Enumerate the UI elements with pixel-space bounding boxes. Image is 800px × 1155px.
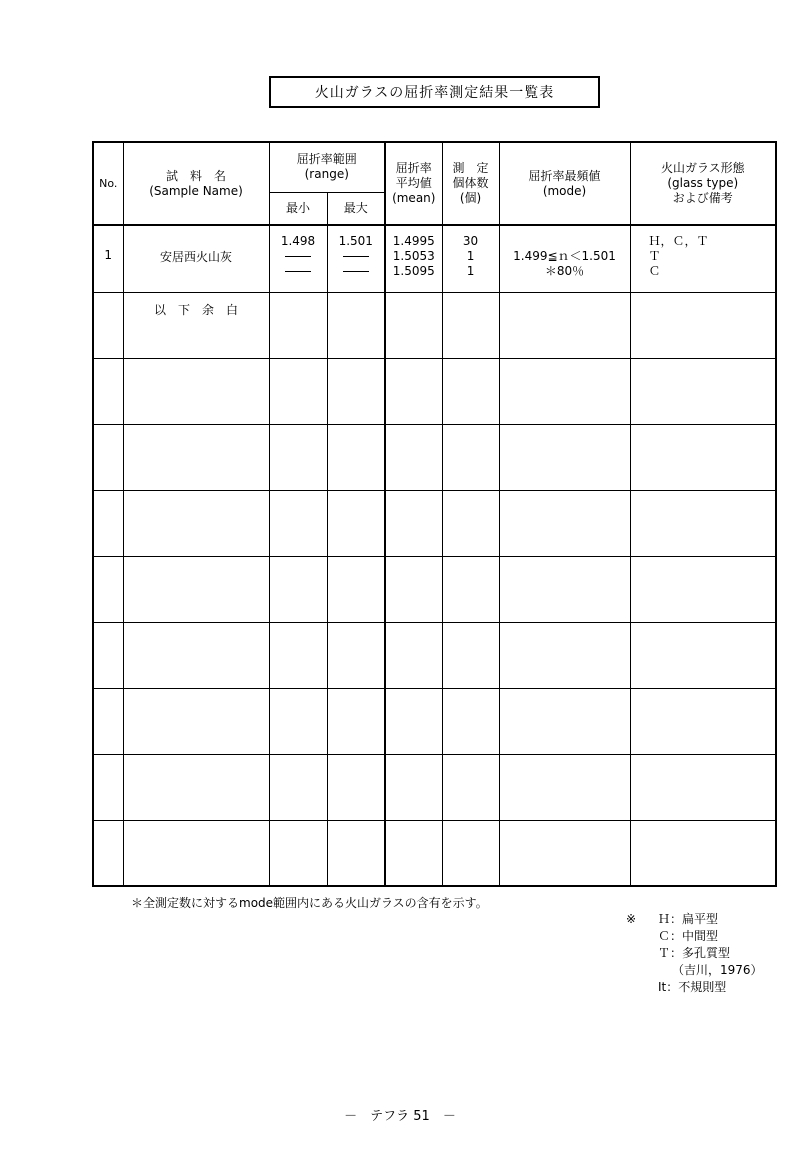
table-cell [269,292,327,358]
legend-citation: （吉川，1976） [672,963,763,977]
glass-type-legend [626,911,763,996]
table-cell [123,556,269,622]
table-cell [269,820,327,886]
legend-item: Ｔ：多孔質型 [658,946,731,960]
table-row [93,622,776,688]
table-cell [630,688,776,754]
row1-glass-type [630,225,776,292]
header-type-jp2: および備考 [672,191,733,205]
row1-min-value: 1.498 [280,234,316,248]
table-cell [93,820,123,886]
table-cell [630,292,776,358]
table-cell [327,358,385,424]
header-mode [499,142,630,225]
table-cell [269,424,327,490]
table-cell [630,424,776,490]
row1-no: 1 [93,225,123,292]
table-row [93,820,776,886]
table-row [93,292,776,358]
header-mean [385,142,442,225]
results-table [92,141,777,887]
row1-mean-3: 1.5095 [392,264,435,278]
table-row [93,225,776,292]
table-cell [630,820,776,886]
table-cell [630,622,776,688]
document-title: 火山ガラスの屈折率測定結果一覧表 [269,76,600,108]
header-glass-type [630,142,776,225]
header-max: 最大 [327,192,385,225]
table-cell [93,358,123,424]
header-count-jp3: (個) [459,191,482,205]
table-cell [93,622,123,688]
table-cell [269,622,327,688]
table-cell [269,490,327,556]
row1-mean-1: 1.4995 [392,234,435,248]
table-cell [93,424,123,490]
table-cell [630,358,776,424]
row1-min [269,225,327,292]
table-cell [269,688,327,754]
table-cell [269,754,327,820]
table-cell [123,490,269,556]
header-no: No. [93,142,123,225]
header-mode-en: (mode) [542,183,587,198]
header-mean-en: (mean) [392,191,436,205]
row1-mode-percent: ＊80％ [544,264,585,278]
row1-max-value: 1.501 [338,234,373,248]
table-cell [327,292,385,358]
table-cell [123,688,269,754]
table-cell [442,556,499,622]
page-number: － テフラ 51 － [344,1109,456,1124]
header-sample-name [123,142,269,225]
table-cell [327,622,385,688]
table-cell [385,622,442,688]
table-cell [442,820,499,886]
legend-item: It：不規則型 [658,980,727,994]
row1-max [327,225,385,292]
table-cell [327,688,385,754]
table-row [93,490,776,556]
table-cell [499,292,630,358]
row1-mode-range: 1.499≦ｎ＜1.501 [513,249,616,263]
dash-mark [270,264,327,279]
table-row [93,424,776,490]
table-cell [385,358,442,424]
row1-type-1: Ｈ，Ｃ，Ｔ [648,234,709,248]
table-cell [630,754,776,820]
table-cell [123,820,269,886]
dash-mark [270,249,327,264]
table-cell [385,490,442,556]
table-cell [499,688,630,754]
row1-count [442,225,499,292]
table-cell [385,556,442,622]
dash-mark [328,264,385,279]
table-cell [499,424,630,490]
table-cell [385,424,442,490]
row1-count-1: 30 [462,234,479,248]
table-cell [93,490,123,556]
row2-sample: 以 下 余 白 [123,292,269,358]
table-cell [442,754,499,820]
table-cell [93,556,123,622]
table-cell [630,556,776,622]
header-sample-jp: 試 料 名 [165,168,226,183]
header-count-jp1: 測 定 [452,161,489,175]
header-type-en: (glass type) [667,176,739,190]
row1-mean [385,225,442,292]
row1-type-2: Ｔ [648,249,661,263]
table-cell [385,754,442,820]
row1-mean-2: 1.5053 [392,249,435,263]
dash-mark [328,249,385,264]
header-count [442,142,499,225]
header-mode-jp: 屈折率最頻値 [528,168,601,183]
header-range [269,142,385,192]
table-cell [499,754,630,820]
table-cell [442,688,499,754]
table-cell [327,424,385,490]
table-cell [123,754,269,820]
table-cell [499,358,630,424]
header-min: 最小 [269,192,327,225]
table-cell [123,424,269,490]
table-cell [327,490,385,556]
table-cell [442,490,499,556]
table-cell [269,358,327,424]
header-row-1 [93,142,776,192]
table-cell [630,490,776,556]
header-type-jp1: 火山ガラス形態 [660,161,745,175]
table-cell [327,820,385,886]
table-row [93,688,776,754]
table-cell [442,424,499,490]
table-row [93,754,776,820]
row1-count-3: 1 [466,264,475,278]
table-cell [123,358,269,424]
header-count-jp2: 個体数 [452,176,489,190]
table-cell [442,358,499,424]
footnote: ＊全測定数に対するmode範囲内にある火山ガラスの含有を示す。 [131,896,488,910]
header-mean-jp2: 平均値 [395,176,432,190]
header-range-jp: 屈折率範囲 [296,152,357,167]
table-cell [93,754,123,820]
header-mean-jp1: 屈折率 [395,161,432,175]
row1-type-3: Ｃ [648,264,661,278]
table-cell [327,754,385,820]
table-cell [385,292,442,358]
table-cell [93,292,123,358]
table-cell [442,622,499,688]
legend-item: Ｃ：中間型 [658,929,719,943]
table-cell [499,556,630,622]
table-cell [499,490,630,556]
row1-count-2: 1 [466,249,475,263]
table-cell [123,622,269,688]
table-cell [385,820,442,886]
reference-mark: ※ [626,912,637,926]
table-cell [499,820,630,886]
table-cell [327,556,385,622]
legend-item: Ｈ：扁平型 [658,912,719,926]
header-range-en: (range) [304,167,349,182]
table-cell [499,622,630,688]
table-cell [385,688,442,754]
row1-mode [499,225,630,292]
table-cell [93,688,123,754]
row1-sample: 安居西火山灰 [123,225,269,292]
table-cell [269,556,327,622]
table-row [93,358,776,424]
header-sample-en: (Sample Name) [149,183,243,198]
table-cell [442,292,499,358]
table-row [93,556,776,622]
